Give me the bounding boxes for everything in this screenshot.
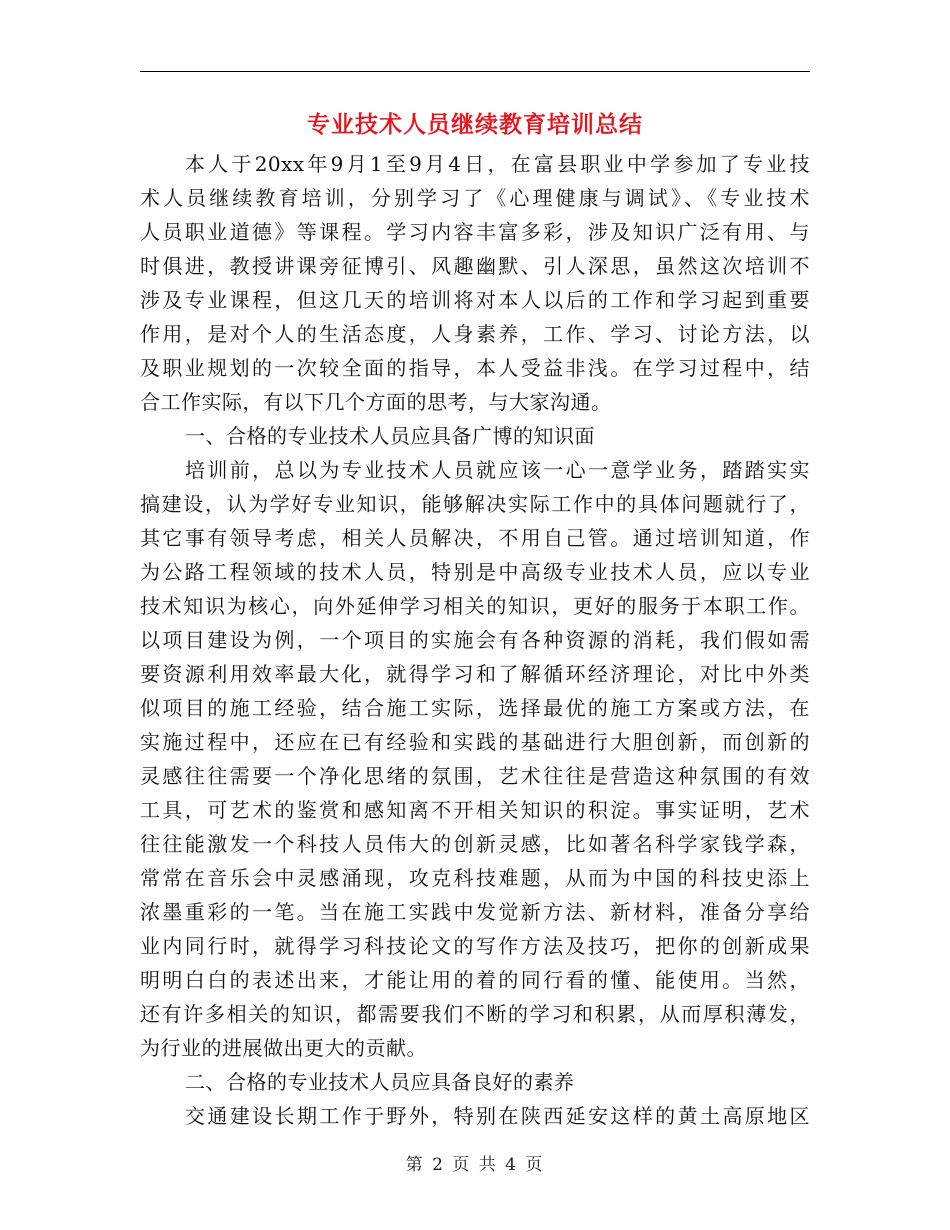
paragraph-line: 业内同行时，就得学习科技论文的写作方法及技巧，把你的创新成果 [140, 934, 810, 958]
paragraph-line: 为行业的进展做出更大的贡献。 [140, 1036, 427, 1060]
paragraph-line: 培训前，总以为专业技术人员就应该一心一意学业务，踏踏实实 [185, 458, 810, 482]
paragraph-line: 实施过程中，还应在已有经验和实践的基础进行大胆创新，而创新的 [140, 730, 810, 754]
paragraph-line: 还有许多相关的知识，都需要我们不断的学习和积累，从而厚积薄发， [140, 1002, 810, 1026]
paragraph-line: 交通建设长期工作于野外，特别在陕西延安这样的黄土高原地区 [185, 1104, 810, 1128]
paragraph-line: 技术知识为核心，向外延伸学习相关的知识，更好的服务于本职工作。 [140, 594, 810, 618]
paragraph-line: 合工作实际，有以下几个方面的思考，与大家沟通。 [140, 390, 612, 414]
paragraph-line: 工具，可艺术的鉴赏和感知离不开相关知识的积淀。事实证明，艺术 [140, 798, 810, 822]
paragraph-line: 为公路工程领域的技术人员，特别是中高级专业技术人员，应以专业 [140, 560, 810, 584]
document-body [140, 147, 810, 1133]
paragraph-line: 涉及专业课程，但这几天的培训将对本人以后的工作和学习起到重要 [140, 288, 810, 312]
paragraph-line: 明明白白的表述出来，才能让用的着的同行看的懂、能使用。当然， [140, 968, 810, 992]
paragraph-line: 似项目的施工经验，结合施工实际，选择最优的施工方案或方法，在 [140, 696, 810, 720]
section-heading: 二、合格的专业技术人员应具备良好的素养 [185, 1070, 575, 1094]
header-rule [140, 71, 810, 72]
document-title: 专业技术人员继续教育培训总结 [307, 112, 643, 138]
paragraph-line: 本人于20xx年9月1至9月4日，在富县职业中学参加了专业技 [185, 152, 810, 176]
section-heading: 一、合格的专业技术人员应具备广博的知识面 [185, 424, 595, 448]
paragraph-line: 灵感往往需要一个净化思绪的氛围，艺术往往是营造这种氛围的有效 [140, 764, 810, 788]
paragraph-line: 要资源利用效率最大化，就得学习和了解循环经济理论，对比中外类 [140, 662, 810, 686]
paragraph-line: 及职业规划的一次较全面的指导，本人受益非浅。在学习过程中，结 [140, 356, 810, 380]
paragraph-line: 浓墨重彩的一笔。当在施工实践中发觉新方法、新材料，准备分享给 [140, 900, 810, 924]
paragraph-line: 以项目建设为例，一个项目的实施会有各种资源的消耗，我们假如需 [140, 628, 810, 652]
paragraph-line: 人员职业道德》等课程。学习内容丰富多彩，涉及知识广泛有用、与 [140, 220, 810, 244]
paragraph-line: 时俱进，教授讲课旁征博引、风趣幽默、引人深思，虽然这次培训不 [140, 254, 810, 278]
paragraph-line: 术人员继续教育培训，分别学习了《心理健康与调试》、《专业技术 [140, 186, 810, 210]
paragraph-line: 搞建设，认为学好专业知识，能够解决实际工作中的具体问题就行了， [140, 492, 810, 516]
paragraph-line: 作用，是对个人的生活态度，人身素养，工作、学习、讨论方法，以 [140, 322, 810, 346]
page-number-footer: 第 2 页 共 4 页 [405, 1155, 545, 1175]
paragraph-line: 往往能激发一个科技人员伟大的创新灵感，比如著名科学家钱学森， [140, 832, 810, 856]
paragraph-line: 常常在音乐会中灵感涌现，攻克科技难题，从而为中国的科技史添上 [140, 866, 810, 890]
paragraph-line: 其它事有领导考虑，相关人员解决，不用自己管。通过培训知道，作 [140, 526, 810, 550]
